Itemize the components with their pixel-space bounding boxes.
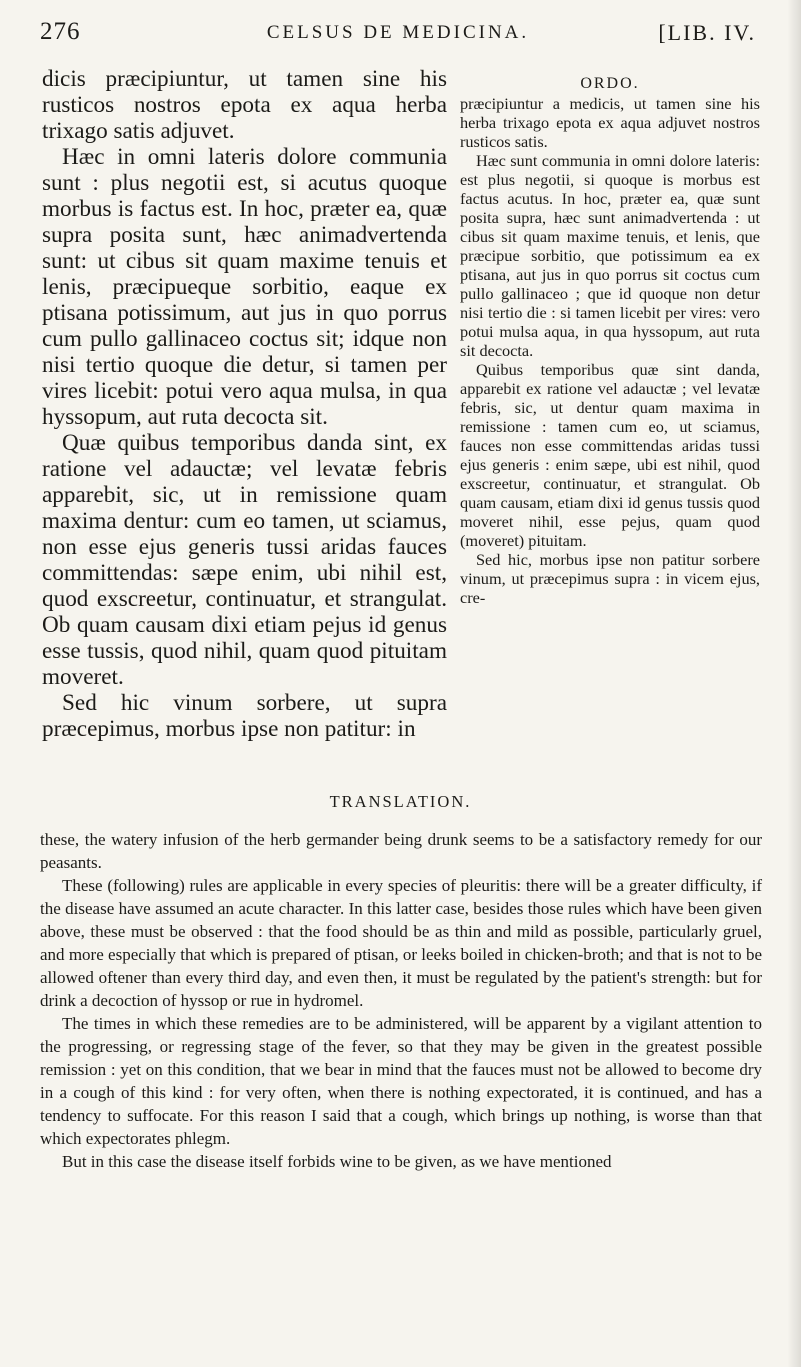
ordo-heading: ORDO. — [580, 75, 640, 92]
translation-heading: TRANSLATION. — [329, 792, 472, 811]
book-reference: [LIB. IV. — [658, 20, 756, 45]
page-edge-shadow — [787, 0, 801, 1367]
latin-text-column — [42, 66, 447, 742]
running-title: CELSUS DE MEDICINA. — [266, 22, 530, 43]
page-number: 276 — [40, 18, 81, 45]
ordo-paragraph: Quibus temporibus quæ sint danda, apparebit ex ratione vel adauctæ ; vel levatæ febris, sic, ut dentur quam maxima in remissione : tamen cum eo, ut sciamus, fauces non esse committendas aridas tussi ejus generis : enim sæpe, ubi est nihil, quod exscreetur, continuatur, et strangulat. Ob quam causam, etiam dixi id genus tussis quod moveret nihil, esse pejus, quam quod (moveret) pituitam. — [460, 360, 760, 550]
translation-paragraph: But in this case the disease itself forbids wine to be given, as we have mentioned — [62, 1152, 612, 1171]
page-header — [40, 18, 756, 52]
latin-paragraph: Sed hic vinum sorbere, ut supra præcepimus, morbus ipse non patitur: in — [42, 690, 447, 742]
ordo-paragraph: Sed hic, morbus ipse non patitur sorbere vinum, ut præcepimus supra : in vicem ejus, cre- — [460, 550, 760, 607]
latin-paragraph: Hæc in omni lateris dolore communia sunt : plus negotii est, si acutus quoque morbus is factus est. In hoc, præter ea, quæ supra posita sunt, hæc animadvertenda sunt: ut cibus sit quam maxime tenuis et lenis, præcipueque sorbitio, eaque ex ptisana potissimum, aut jus in quo porrus cum pullo gallinaceo coctus sit; idque non nisi tertio quoque die detur, si tamen per vires licebit: potui vero aqua mulsa, in qua hyssopum, aut ruta decocta sit. — [42, 144, 447, 430]
latin-paragraph: dicis præcipiuntur, ut tamen sine his rusticos nostros epota ex aqua herba trixago satis adjuvet. — [42, 66, 447, 144]
translation-text — [40, 828, 762, 1173]
translation-paragraph: These (following) rules are applicable in every species of pleuritis: there will be a greater difficulty, if the disease have assumed an acute character. In this latter case, besides those rules which have been given above, these must be observed : that the food should be as thin and mild as possible, particularly gruel, and more especially that which is prepared of ptisan, or leeks boiled in chicken-broth; and that is not to be allowed oftener than every third day, and even then, it must be regulated by the patient's strength: but for drink a decoction of hyssop or rue in hydromel. — [40, 876, 762, 1010]
latin-paragraph: Quæ quibus temporibus danda sint, ex ratione vel adauctæ; vel levatæ febris apparebit, sic, ut in remissione quam maxima dentur: cum eo tamen, ut sciamus, non esse ejus generis tussi aridas fauces committendas: sæpe enim, ubi nihil est, quod exscreetur, continuatur, et strangulat. Ob quam causam dixi etiam pejus id genus esse tussis, quod nihil, quam quod pituitam moveret. — [42, 430, 447, 690]
ordo-paragraph: Hæc sunt communia in omni dolore lateris: est plus negotii, si quoque is morbus est factus acutus. In hoc, præter ea, quæ sunt posita supra, hæc sunt animadvertenda : ut cibus sit quam maxime tenuis, et lenis, que præcipue sorbitio, que potissimum ea ex ptisana, aut jus in quo porrus sit coctus cum pullo gallinaceo ; que id quoque non detur nisi tertio die : si tamen licebit per vires: vero potui mulsa aqua, in qua hyssopum, aut ruta sit decocta. — [460, 151, 760, 360]
ordo-paragraph: præcipiuntur a medicis, ut tamen sine his herba trixago epota ex aqua adjuvet nostros rusticos satis. — [460, 94, 760, 151]
translation-paragraph: these, the watery infusion of the herb germander being drunk seems to be a satisfactory remedy for our peasants. — [40, 830, 762, 872]
translation-paragraph: The times in which these remedies are to be administered, will be apparent by a vigilant attention to the progressing, or regressing stage of the fever, so that they may be given in the greatest possible remission : yet on this condition, that we bear in mind that the fauces must not be allowed to become dry in a cough of this kind : for very often, when there is nothing expectorated, it is continued, and has a tendency to suffocate. For this reason I said that a cough, which brings up nothing, is worse than that which expectorates phlegm. — [40, 1014, 762, 1148]
ordo-column — [460, 74, 760, 607]
